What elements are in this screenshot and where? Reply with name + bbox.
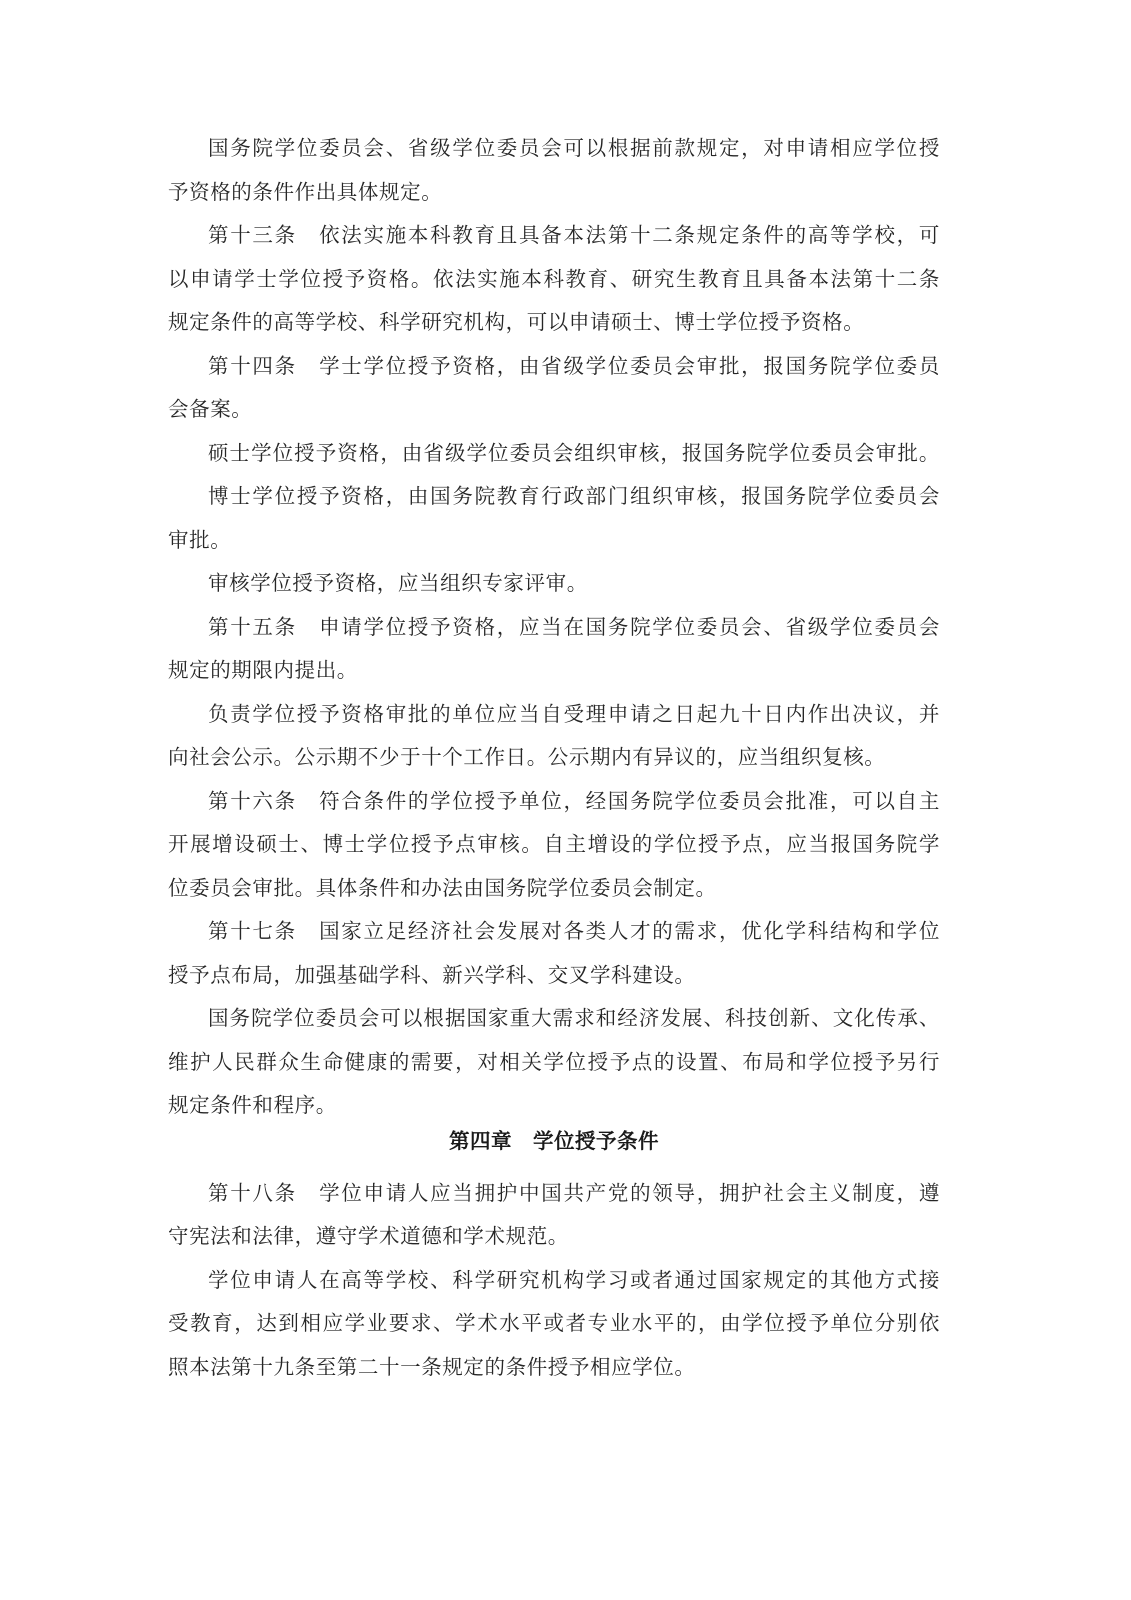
article-17-line: 第十七条 国家立足经济社会发展对各类人才的需求，优化学科结构和学位 [208, 919, 940, 943]
article-16-line: 第十六条 符合条件的学位授予单位，经国务院学位委员会批准，可以自主 [208, 789, 940, 813]
article-18-line: 第十八条 学位申请人应当拥护中国共产党的领导，拥护社会主义制度，遵 [208, 1181, 940, 1205]
paragraph-line: 受教育，达到相应学业要求、学术水平或者专业水平的，由学位授予单位分别依 [168, 1311, 940, 1335]
chapter-heading: 第四章 学位授予条件 [449, 1129, 659, 1153]
article-13-line: 第十三条 依法实施本科教育且具备本法第十二条规定条件的高等学校，可 [208, 223, 940, 247]
paragraph-line: 审批。 [168, 528, 232, 552]
article-15-line: 第十五条 申请学位授予资格，应当在国务院学位委员会、省级学位委员会 [208, 615, 940, 639]
paragraph-line: 学位申请人在高等学校、科学研究机构学习或者通过国家规定的其他方式接 [208, 1268, 940, 1292]
paragraph-line: 守宪法和法律，遵守学术道德和学术规范。 [168, 1224, 569, 1248]
paragraph-line: 予资格的条件作出具体规定。 [168, 180, 443, 204]
paragraph-line: 博士学位授予资格，由国务院教育行政部门组织审核，报国务院学位委员会 [208, 484, 940, 508]
paragraph-line: 位委员会审批。具体条件和办法由国务院学位委员会制定。 [168, 876, 717, 900]
paragraph-line: 以申请学士学位授予资格。依法实施本科教育、研究生教育且具备本法第十二条 [168, 267, 940, 291]
paragraph-line: 维护人民群众生命健康的需要，对相关学位授予点的设置、布局和学位授予另行 [168, 1050, 940, 1074]
paragraph-line: 向社会公示。公示期不少于十个工作日。公示期内有异议的，应当组织复核。 [168, 745, 886, 769]
paragraph-line: 授予点布局，加强基础学科、新兴学科、交叉学科建设。 [168, 963, 696, 987]
paragraph-line: 照本法第十九条至第二十一条规定的条件授予相应学位。 [168, 1355, 696, 1379]
paragraph-line: 国务院学位委员会可以根据国家重大需求和经济发展、科技创新、文化传承、 [208, 1006, 940, 1030]
paragraph-line: 负责学位授予资格审批的单位应当自受理申请之日起九十日内作出决议，并 [208, 702, 940, 726]
paragraph-line: 规定条件的高等学校、科学研究机构，可以申请硕士、博士学位授予资格。 [168, 310, 865, 334]
paragraph-line: 硕士学位授予资格，由省级学位委员会组织审核，报国务院学位委员会审批。 [208, 441, 940, 465]
paragraph-line: 规定的期限内提出。 [168, 658, 358, 682]
paragraph-line: 规定条件和程序。 [168, 1093, 337, 1117]
paragraph-line: 开展增设硕士、博士学位授予点审核。自主增设的学位授予点，应当报国务院学 [168, 832, 940, 856]
paragraph-line: 会备案。 [168, 397, 253, 421]
paragraph-line: 审核学位授予资格，应当组织专家评审。 [208, 571, 588, 595]
article-14-line: 第十四条 学士学位授予资格，由省级学位委员会审批，报国务院学位委员 [208, 354, 940, 378]
paragraph-line: 国务院学位委员会、省级学位委员会可以根据前款规定，对申请相应学位授 [208, 136, 940, 160]
